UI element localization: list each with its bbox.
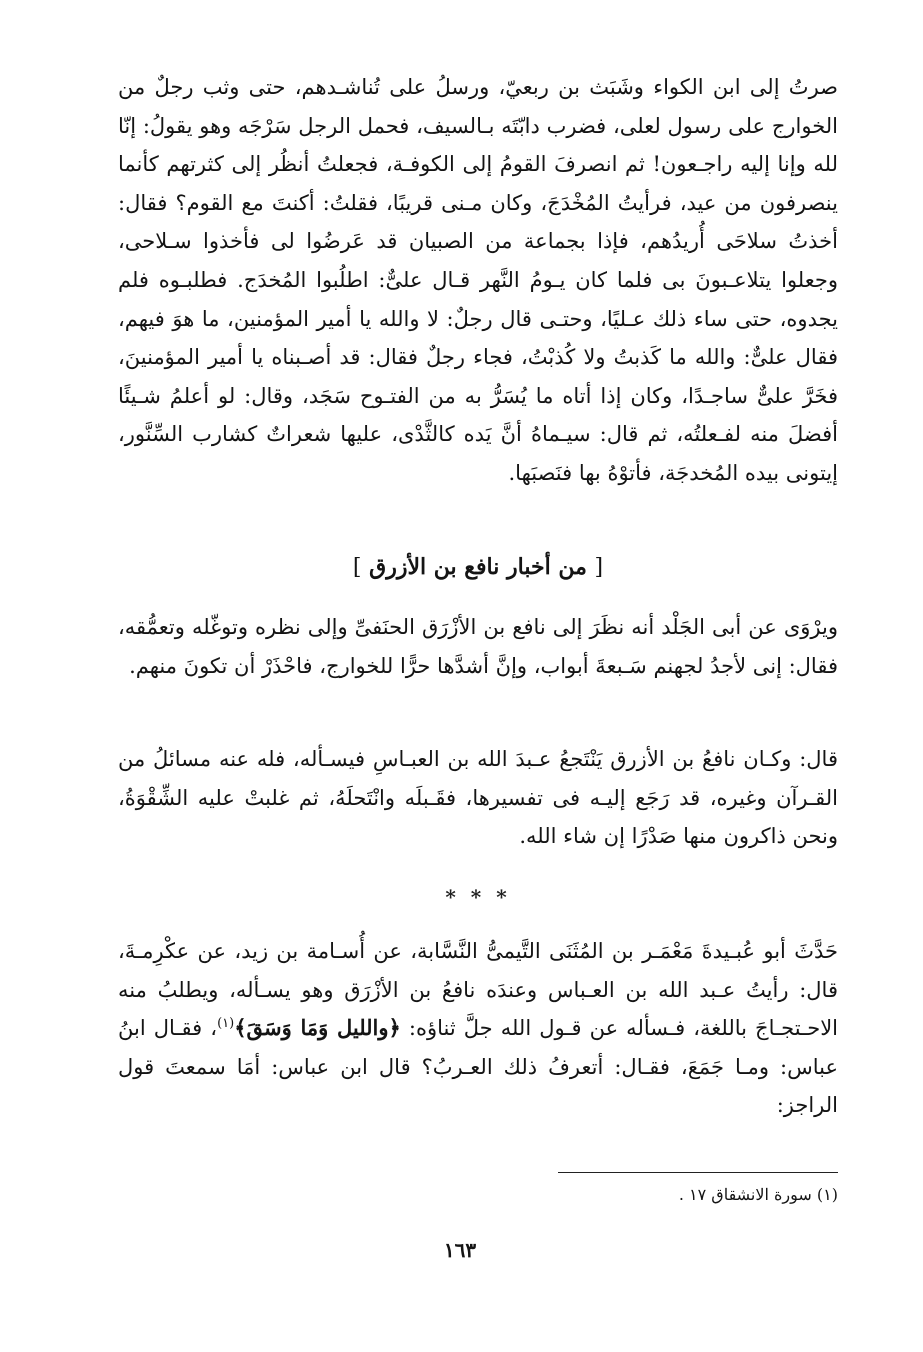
page-number: ١٦٣ xyxy=(443,1238,477,1262)
heading-close-bracket: ] xyxy=(352,555,362,580)
heading-title: من أخبار نافع بن الأزرق xyxy=(369,554,587,580)
paragraph-abi-aljald: ويرْوَى عن أبى الجَلْد أنه نظَرَ إلى نافع بن الأزْرَق الحنَفىِّ وإلى نظره وتوغّله وتعمُّقه، فقال: إنى لأجدُ لجهنم سَـبعةَ أبواب، وإنَّ أشدَّها حرًّا للخوارج، فاحْذَرْ أن تكونَ منهم. xyxy=(118,615,838,678)
footnote: (١) سورة الانشقاق ١٧ . xyxy=(678,1185,838,1204)
footnote-divider xyxy=(558,1172,838,1173)
section-heading xyxy=(118,550,838,585)
paragraph-mukhdaj-story: صرتُ إلى ابن الكواء وشَبَث بن ربعيّ، ورسلُ على تُناشـدهم، حتى وثب رجلٌ من الخوارج على رسول لعلى، فضرب دابّتَه بـالسيف، فحمل الرجل سَرْجَه وهو يقولُ: إنّا لله وإنا إليه راجـعون! ثم انصرفَ القومُ إلى الكوفـة، فجعلتُ أنظُر إلى كثرتهم كأنما ينصرفون من عيد، فرأيتُ المُخْدَجَ، وكان مـنى قريبًا، فقلتُ: أكنتَ مع القوم؟ فقال: أخذتُ سلاحَى أُريدُهم، فإذا بجماعة من الصبيان قد عَرضُوا لى فأخذوا سـلاحى، وجعلوا يتلاعـبونَ بى فلما كان يـومُ النَّهر قـال علىٌّ: اطلُبوا المُخدَج. فطلبـوه فلم يجدوه، حتى ساء ذلك عـليًا، وحتـى قال رجلٌ: لا والله يا أمير المؤمنين، ما هوَ فيهم، فقال علىٌّ: والله ما كَذبتُ ولا كُذبْتُ، فجاء رجلٌ فقال: قد أصـبناه يا أمير المؤمنينَ، فخَرَّ علىٌّ ساجـدًا، وكان إذا أتاه ما يُسَرُّ به من الفتـوح سَجَد، وقال: لو أعلمُ شـيئًا أفضلَ منه لفـعلتُه، ثم قال: سيـماهُ أنَّ يَده كالثَّدْى، عليها شعراتٌ كشارب السِّنَّور، إيتونى بيده المُخدجَة، فأتوْهُ بها فنَصبَها. xyxy=(118,75,838,485)
section-separator: * * * xyxy=(445,885,511,909)
paragraph-abu-ubayda xyxy=(118,932,838,1125)
heading-open-bracket: [ xyxy=(594,555,604,580)
paragraph-nafi-ibn-abbas: قال: وكـان نافعُ بن الأزرق يَنْتَجعُ عـبدَ الله بن العبـاسِ فيسـأله، فله عنه مسائلُ من القـرآن وغيره، قد رَجَع إليـه فى تفسيرها، فقَـبلَه وانْتَحلَهُ، ثم غلبتْ عليه الشِّقْوَةُ، ونحن ذاكرون منها صَدْرًا إن شاء الله. xyxy=(118,747,838,849)
quran-verse: ﴿والليل وَمَا وَسَقَ﴾ xyxy=(234,1015,401,1041)
paragraph-text-before-verse: حَدَّثَ أبو عُبـيدةَ مَعْمَـر بن المُثَنَى التَّيمىُّ النَّسَّابة، عن أُسـامة بن زيد، عن عكْرِمـةَ، قال: رأيتُ عـبد الله بن العـباس وعندَه نافعُ بن الأزْرَق وهو يسـأله، ويطلبُ منه الاحـتجـاجَ باللغة، فـسأله عن قـول الله جلَّ ثناؤه: xyxy=(118,939,839,1041)
footnote-reference: (١) xyxy=(217,1016,235,1032)
paragraph-text-after-verse: ، فقـال ابنُ عباس: ومـا جَمَعَ، فقـال: أتعرفُ ذلك العـربُ؟ قال ابن عباس: أمَا سمعتَ قول الراجز: xyxy=(118,1016,838,1118)
